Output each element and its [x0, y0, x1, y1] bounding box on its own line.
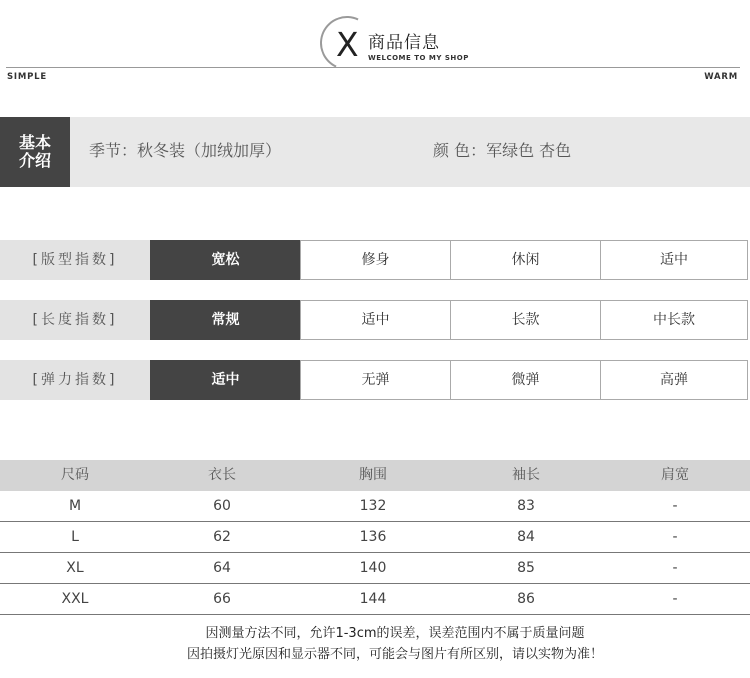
header-length: 衣长 — [208, 467, 236, 483]
cell-length: 62 — [213, 529, 231, 545]
cell-shoulder: - — [672, 529, 678, 545]
cell-size: XXL — [61, 591, 89, 607]
basic-tag-line1: 基本 — [18, 133, 51, 152]
cell-sleeve: 86 — [517, 591, 535, 607]
table-row — [0, 584, 750, 615]
fit-index-row — [0, 240, 750, 280]
size-table-header — [0, 460, 750, 491]
cell-length: 66 — [213, 591, 231, 607]
cell-shoulder: - — [672, 498, 678, 514]
stretch-index-row — [0, 360, 750, 400]
length-option-medium: 适中 — [300, 300, 451, 340]
length-index-label: [长度指数] — [0, 300, 150, 340]
length-index-row — [0, 300, 750, 340]
length-option-mid-long: 中长款 — [600, 300, 748, 340]
cell-size: XL — [66, 560, 84, 576]
cell-sleeve: 85 — [517, 560, 535, 576]
cell-size: M — [68, 498, 82, 514]
logo-letter: X — [336, 25, 359, 64]
season-text: 季节：秋冬装（加绒加厚） — [89, 141, 282, 160]
stretch-option-slight: 微弹 — [450, 360, 601, 400]
stretch-option-high: 高弹 — [600, 360, 748, 400]
fit-option-casual: 休闲 — [450, 240, 601, 280]
section-subtitle: WELCOME TO MY SHOP — [368, 54, 469, 62]
section-title: 商品信息 — [368, 33, 440, 53]
cell-sleeve: 84 — [517, 529, 535, 545]
stretch-option-medium: 适中 — [150, 360, 301, 400]
header-left-tag: SIMPLE — [7, 72, 47, 82]
cell-length: 60 — [213, 498, 231, 514]
header-sleeve: 袖长 — [512, 467, 540, 483]
header-chest: 胸围 — [359, 467, 387, 483]
length-option-long: 长款 — [450, 300, 601, 340]
cell-chest: 144 — [359, 591, 387, 607]
cell-length: 64 — [213, 560, 231, 576]
cell-chest: 136 — [359, 529, 387, 545]
cell-chest: 140 — [359, 560, 387, 576]
page-header — [0, 0, 750, 82]
fit-option-medium: 适中 — [600, 240, 748, 280]
length-option-regular: 常规 — [150, 300, 301, 340]
basic-tag-line2: 介绍 — [18, 151, 51, 170]
cell-chest: 132 — [359, 498, 387, 514]
table-row — [0, 491, 750, 522]
stretch-index-label: [弹力指数] — [0, 360, 150, 400]
display-note: 因拍摄灯光原因和显示器不同，可能会与图片有所区别，请以实物为准！ — [186, 647, 603, 662]
basic-info-band — [0, 117, 750, 187]
header-right-tag: WARM — [704, 72, 738, 82]
stretch-option-none: 无弹 — [300, 360, 451, 400]
table-row — [0, 553, 750, 584]
fit-index-label: [版型指数] — [0, 240, 150, 280]
measurement-note: 因测量方法不同，允许1-3cm的误差，误差范围内不属于质量问题 — [205, 626, 585, 641]
cell-shoulder: - — [672, 591, 678, 607]
color-text: 颜 色：军绿色 杏色 — [433, 141, 572, 160]
fit-option-loose: 宽松 — [150, 240, 301, 280]
header-size: 尺码 — [61, 467, 89, 483]
table-row — [0, 522, 750, 553]
cell-shoulder: - — [672, 560, 678, 576]
basic-info-tag — [0, 117, 70, 187]
fit-option-slim: 修身 — [300, 240, 451, 280]
header-divider — [6, 67, 740, 68]
cell-sleeve: 83 — [517, 498, 535, 514]
cell-size: L — [71, 529, 79, 545]
header-shoulder: 肩宽 — [661, 467, 689, 483]
